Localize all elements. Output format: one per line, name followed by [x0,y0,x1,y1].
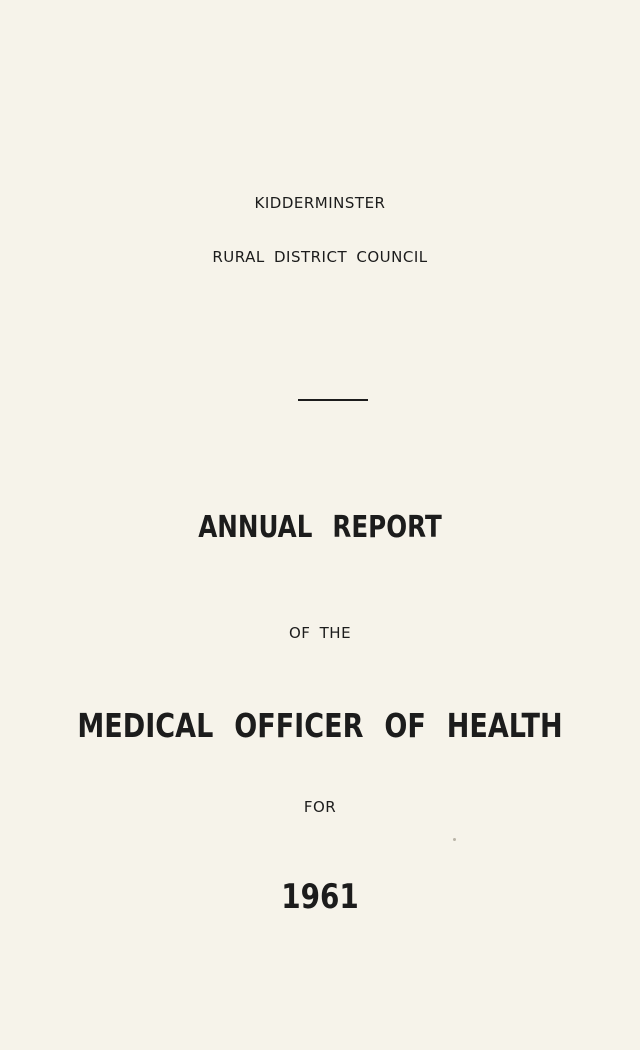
for-text: FOR [303,798,337,816]
divider-rule [298,399,368,401]
paper-speck [453,838,456,841]
of-the-text: OF THE [288,624,352,642]
report-year: 1961 [281,877,359,917]
officer-title: MEDICAL OFFICER OF HEALTH [77,706,563,745]
report-title: ANNUAL REPORT [198,510,442,545]
council-name: KIDDERMINSTER [254,194,386,212]
council-type: RURAL DISTRICT COUNCIL [212,248,428,266]
